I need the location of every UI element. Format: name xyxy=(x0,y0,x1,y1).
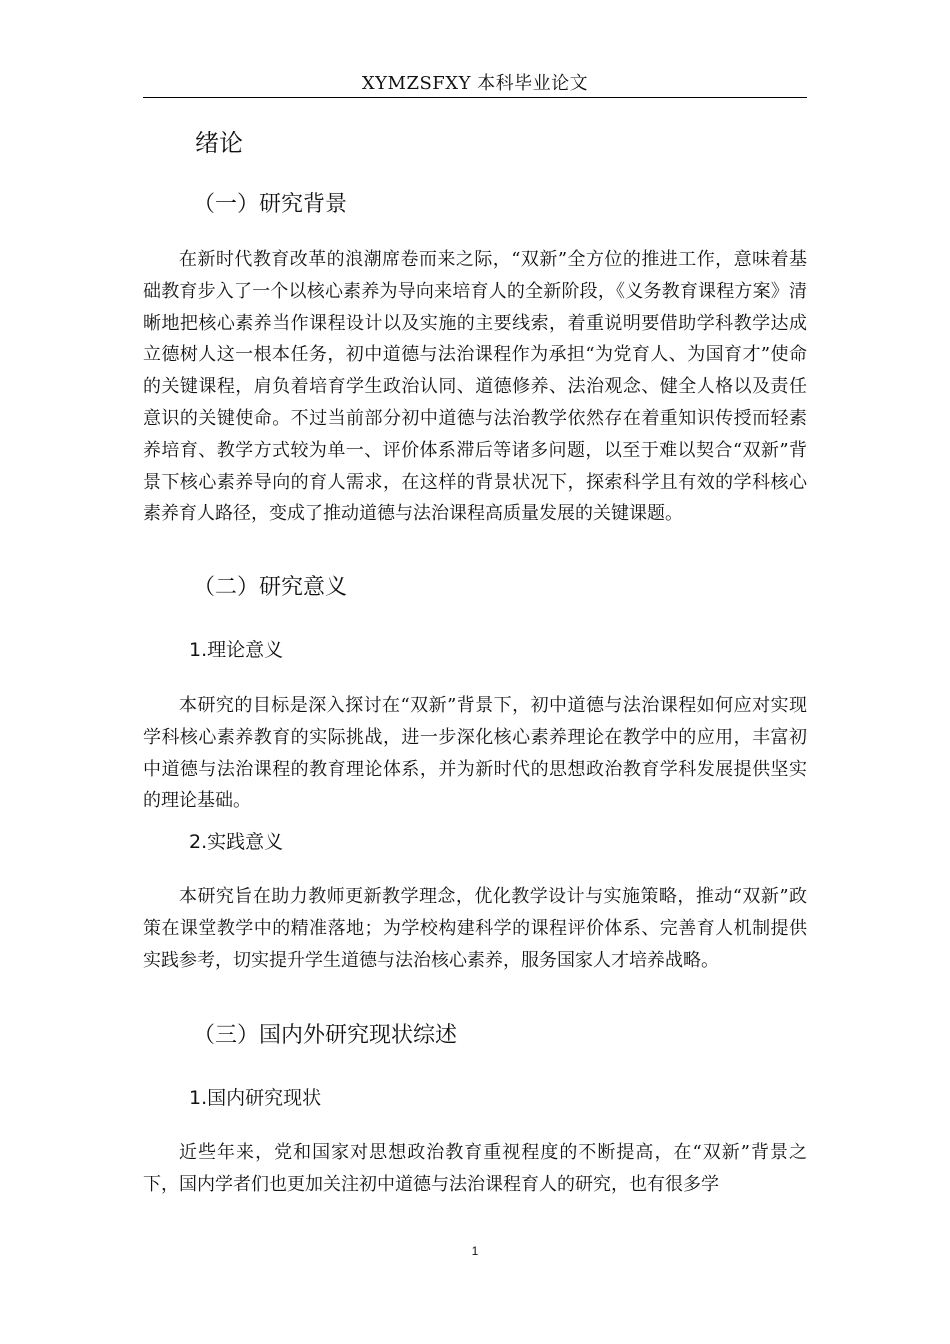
theory-paragraph: 本研究的目标是深入探讨在“双新”背景下，初中道德与法治课程如何应对实现学科核心素养教育的实际挑战，进一步深化核心素养理论在教学中的应用，丰富初中道德与法治课程的教育理论体系，并为新时代的思想政治教育学科发展提供坚实的理论基础。 xyxy=(143,695,807,812)
subheading-practice: 2.实践意义 xyxy=(189,831,284,853)
page-number: 1 xyxy=(471,1244,479,1258)
section-heading-review: （三）国内外研究现状综述 xyxy=(193,1023,458,1048)
running-header: XYMZSFXY 本科毕业论文 xyxy=(361,73,589,94)
subheading-theory: 1.理论意义 xyxy=(189,639,284,661)
header-rule xyxy=(143,97,807,98)
chapter-title: 绪论 xyxy=(195,129,243,157)
section-heading-background: （一）研究背景 xyxy=(193,192,348,217)
section-heading-significance: （二）研究意义 xyxy=(193,575,348,600)
domestic-paragraph: 近些年来，党和国家对思想政治教育重视程度的不断提高，在“双新”背景之下，国内学者们也更加关注初中道德与法治课程育人的研究，也有很多学 xyxy=(143,1142,807,1195)
practice-paragraph: 本研究旨在助力教师更新教学理念，优化教学设计与实施策略，推动“双新”政策在课堂教学中的精准落地；为学校构建科学的课程评价体系、完善育人机制提供实践参考，切实提升学生道德与法治核心素养，服务国家人才培养战略。 xyxy=(143,886,807,971)
subheading-domestic: 1.国内研究现状 xyxy=(189,1087,322,1109)
background-paragraph: 在新时代教育改革的浪潮席卷而来之际，“双新”全方位的推进工作，意味着基础教育步入了一个以核心素养为导向来培育人的全新阶段，《义务教育课程方案》清晰地把核心素养当作课程设计以及实施的主要线索，着重说明要借助学科教学达成立德树人这一根本任务，初中道德与法治课程作为承担“为党育人、为国育才”使命的关键课程，肩负着培育学生政治认同、道德修养、法治观念、健全人格以及责任意识的关键使命。不过当前部分初中道德与法治教学依然存在着重知识传授而轻素养培育、教学方式较为单一、评价体系滞后等诸多问题，以至于难以契合“双新”背景下核心素养导向的育人需求，在这样的背景状况下，探索科学且有效的学科核心素养育人路径，变成了推动道德与法治课程高质量发展的关键课题。 xyxy=(143,249,807,525)
